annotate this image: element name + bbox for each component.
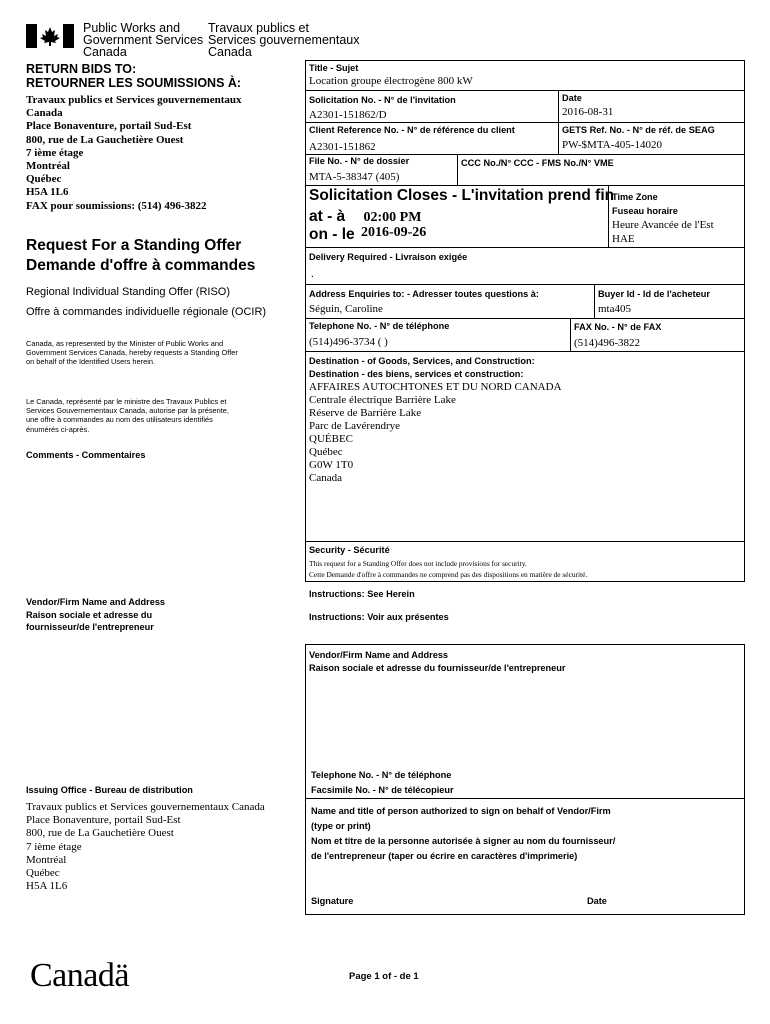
client-reference-label: Client Reference No. - N° de référence du client — [309, 125, 515, 135]
address-enquiries-value: Séguin, Caroline — [309, 303, 383, 315]
buyer-id-label: Buyer Id - Id de l'acheteur — [598, 289, 710, 299]
title-value: Location groupe électrogène 800 kW — [309, 75, 473, 87]
telephone-label: Telephone No. - N° de téléphone — [309, 321, 450, 331]
time-zone-value: Heure Avancée de l'Est HAE — [612, 219, 714, 245]
vendor-address-label: Raison sociale et adresse du fournisseur/de l'entrepreneur — [309, 663, 566, 673]
vendor-telephone-label[interactable]: Telephone No. - N° de téléphone — [311, 770, 452, 780]
delivery-required-label: Delivery Required - Livraison exigée — [309, 252, 468, 262]
signature-date-label[interactable]: Date — [587, 896, 607, 906]
address-enquiries-label: Address Enquiries to: - Adresser toutes questions à: — [309, 289, 539, 299]
issuing-office-address: Travaux publics et Services gouvernementaux Canada Place Bonaventure, portail Sud-Est 800, rue de La Gauchetière Ouest 7 ième étage Montréal Québec H5A 1L6 — [26, 801, 265, 893]
request-paragraph-fr: Le Canada, représenté par le ministre des Travaux Publics et Services Gouvernementaux Canada, autorise par la présente, une offre à commandes au nom des utilisateurs identifiés énumérés ci-après. — [26, 397, 229, 434]
buyer-id-value: mta405 — [598, 303, 631, 315]
date-label: Date — [562, 93, 582, 103]
vendor-name-label: Vendor/Firm Name and Address — [309, 650, 449, 660]
closing-date-value: 2016-09-26 — [360, 225, 427, 240]
instructions-fr: Instructions: Voir aux présentes — [309, 612, 449, 622]
signature-label[interactable]: Signature — [311, 896, 354, 906]
on-label: on - le — [309, 226, 355, 243]
vendor-name-address-field[interactable] — [309, 680, 741, 768]
destination-label: Destination - of Goods, Services, and Construction: Destination - des biens, services et construction: — [309, 356, 535, 379]
solicitation-closes-label: Solicitation Closes - L'invitation prend fin — [309, 187, 615, 204]
gets-reference-label: GETS Ref. No. - N° de réf. de SEAG — [562, 125, 715, 135]
ccc-number-label: CCC No./N° CCC - FMS No./N° VME — [461, 158, 614, 168]
vendor-fax-label[interactable]: Facsimile No. - N° de télécopieur — [311, 785, 454, 795]
destination-address: AFFAIRES AUTOCHTONES ET DU NORD CANADA Centrale électrique Barrière Lake Réserve de Barrière Lake Parc de Lavérendrye QUÉBEC Québec G0W 1T0 Canada — [309, 381, 562, 484]
request-paragraph-en: Canada, as represented by the Minister of Public Works and Government Services Canada, hereby requests a Standing Offer on behalf of the Identified Users herein. — [26, 339, 238, 367]
fax-label: FAX No. - N° de FAX — [574, 322, 662, 332]
department-name-en: Public Works and Government Services Canada — [83, 21, 204, 59]
date-value: 2016-08-31 — [562, 106, 614, 118]
gets-reference-value: PW-$MTA-405-14020 — [562, 139, 662, 151]
instructions-en: Instructions: See Herein — [309, 589, 415, 599]
issuing-office-label: Issuing Office - Bureau de distribution — [26, 785, 193, 795]
return-bids-heading: RETURN BIDS TO: RETOURNER LES SOUMISSIONS À: — [26, 62, 242, 90]
solicitation-number-value: A2301-151862/D — [309, 109, 387, 121]
closing-time-value: 02:00 PM — [363, 210, 422, 225]
client-reference-value: A2301-151862 — [309, 141, 376, 153]
time-zone-label: Time Zone Fuseau horaire — [612, 192, 678, 216]
page-number: Page 1 of - de 1 — [349, 971, 419, 982]
comments-label: Comments - Commentaires — [26, 450, 146, 460]
delivery-required-value: . — [311, 268, 314, 280]
telephone-value: (514)496-3734 ( ) — [309, 336, 388, 348]
request-title: Request For a Standing Offer Demande d'offre à commandes — [26, 237, 256, 274]
at-label: at - à — [309, 208, 346, 225]
solicitation-number-label: Solicitation No. - N° de l'invitation — [309, 95, 456, 105]
authorized-person-label: Name and title of person authorized to sign on behalf of Vendor/Firm (type or print) Nom et titre de la personne autorisée à signer au nom du fournisseur/ de l'entrepreneur (taper ou écrire en caractères d'imprimerie) — [311, 806, 616, 861]
file-number-value: MTA-5-38347 (405) — [309, 171, 400, 183]
return-bids-address: Travaux publics et Services gouvernementaux Canada Place Bonaventure, portail Sud-Est 800, rue de La Gauchetière Ouest 7 ième étage Montréal Québec H5A 1L6 FAX pour soumissions: (514) 496-3822 — [26, 94, 242, 212]
title-label: Title - Sujet — [309, 63, 359, 73]
canada-wordmark-logo: Canadä — [30, 957, 129, 994]
standing-offer-type: Regional Individual Standing Offer (RISO) Offre à commandes individuelle régionale (OCIR) — [26, 286, 267, 318]
fax-value: (514)496-3822 — [574, 337, 640, 349]
security-label: Security - Sécurité — [309, 545, 390, 555]
security-text: This request for a Standing Offer does not include provisions for security. Cette Demande d'offre à commandes ne comprend pas des dispositions en matière de sécurité. — [309, 559, 588, 579]
canada-flag-icon — [26, 24, 74, 48]
closing-date-row — [309, 226, 426, 245]
file-number-label: File No. - N° de dossier — [309, 156, 410, 166]
department-name-fr: Travaux publics et Services gouvernementaux Canada — [208, 21, 360, 59]
vendor-left-label: Vendor/Firm Name and Address Raison sociale et adresse du fournisseur/de l'entrepreneur — [26, 597, 166, 632]
